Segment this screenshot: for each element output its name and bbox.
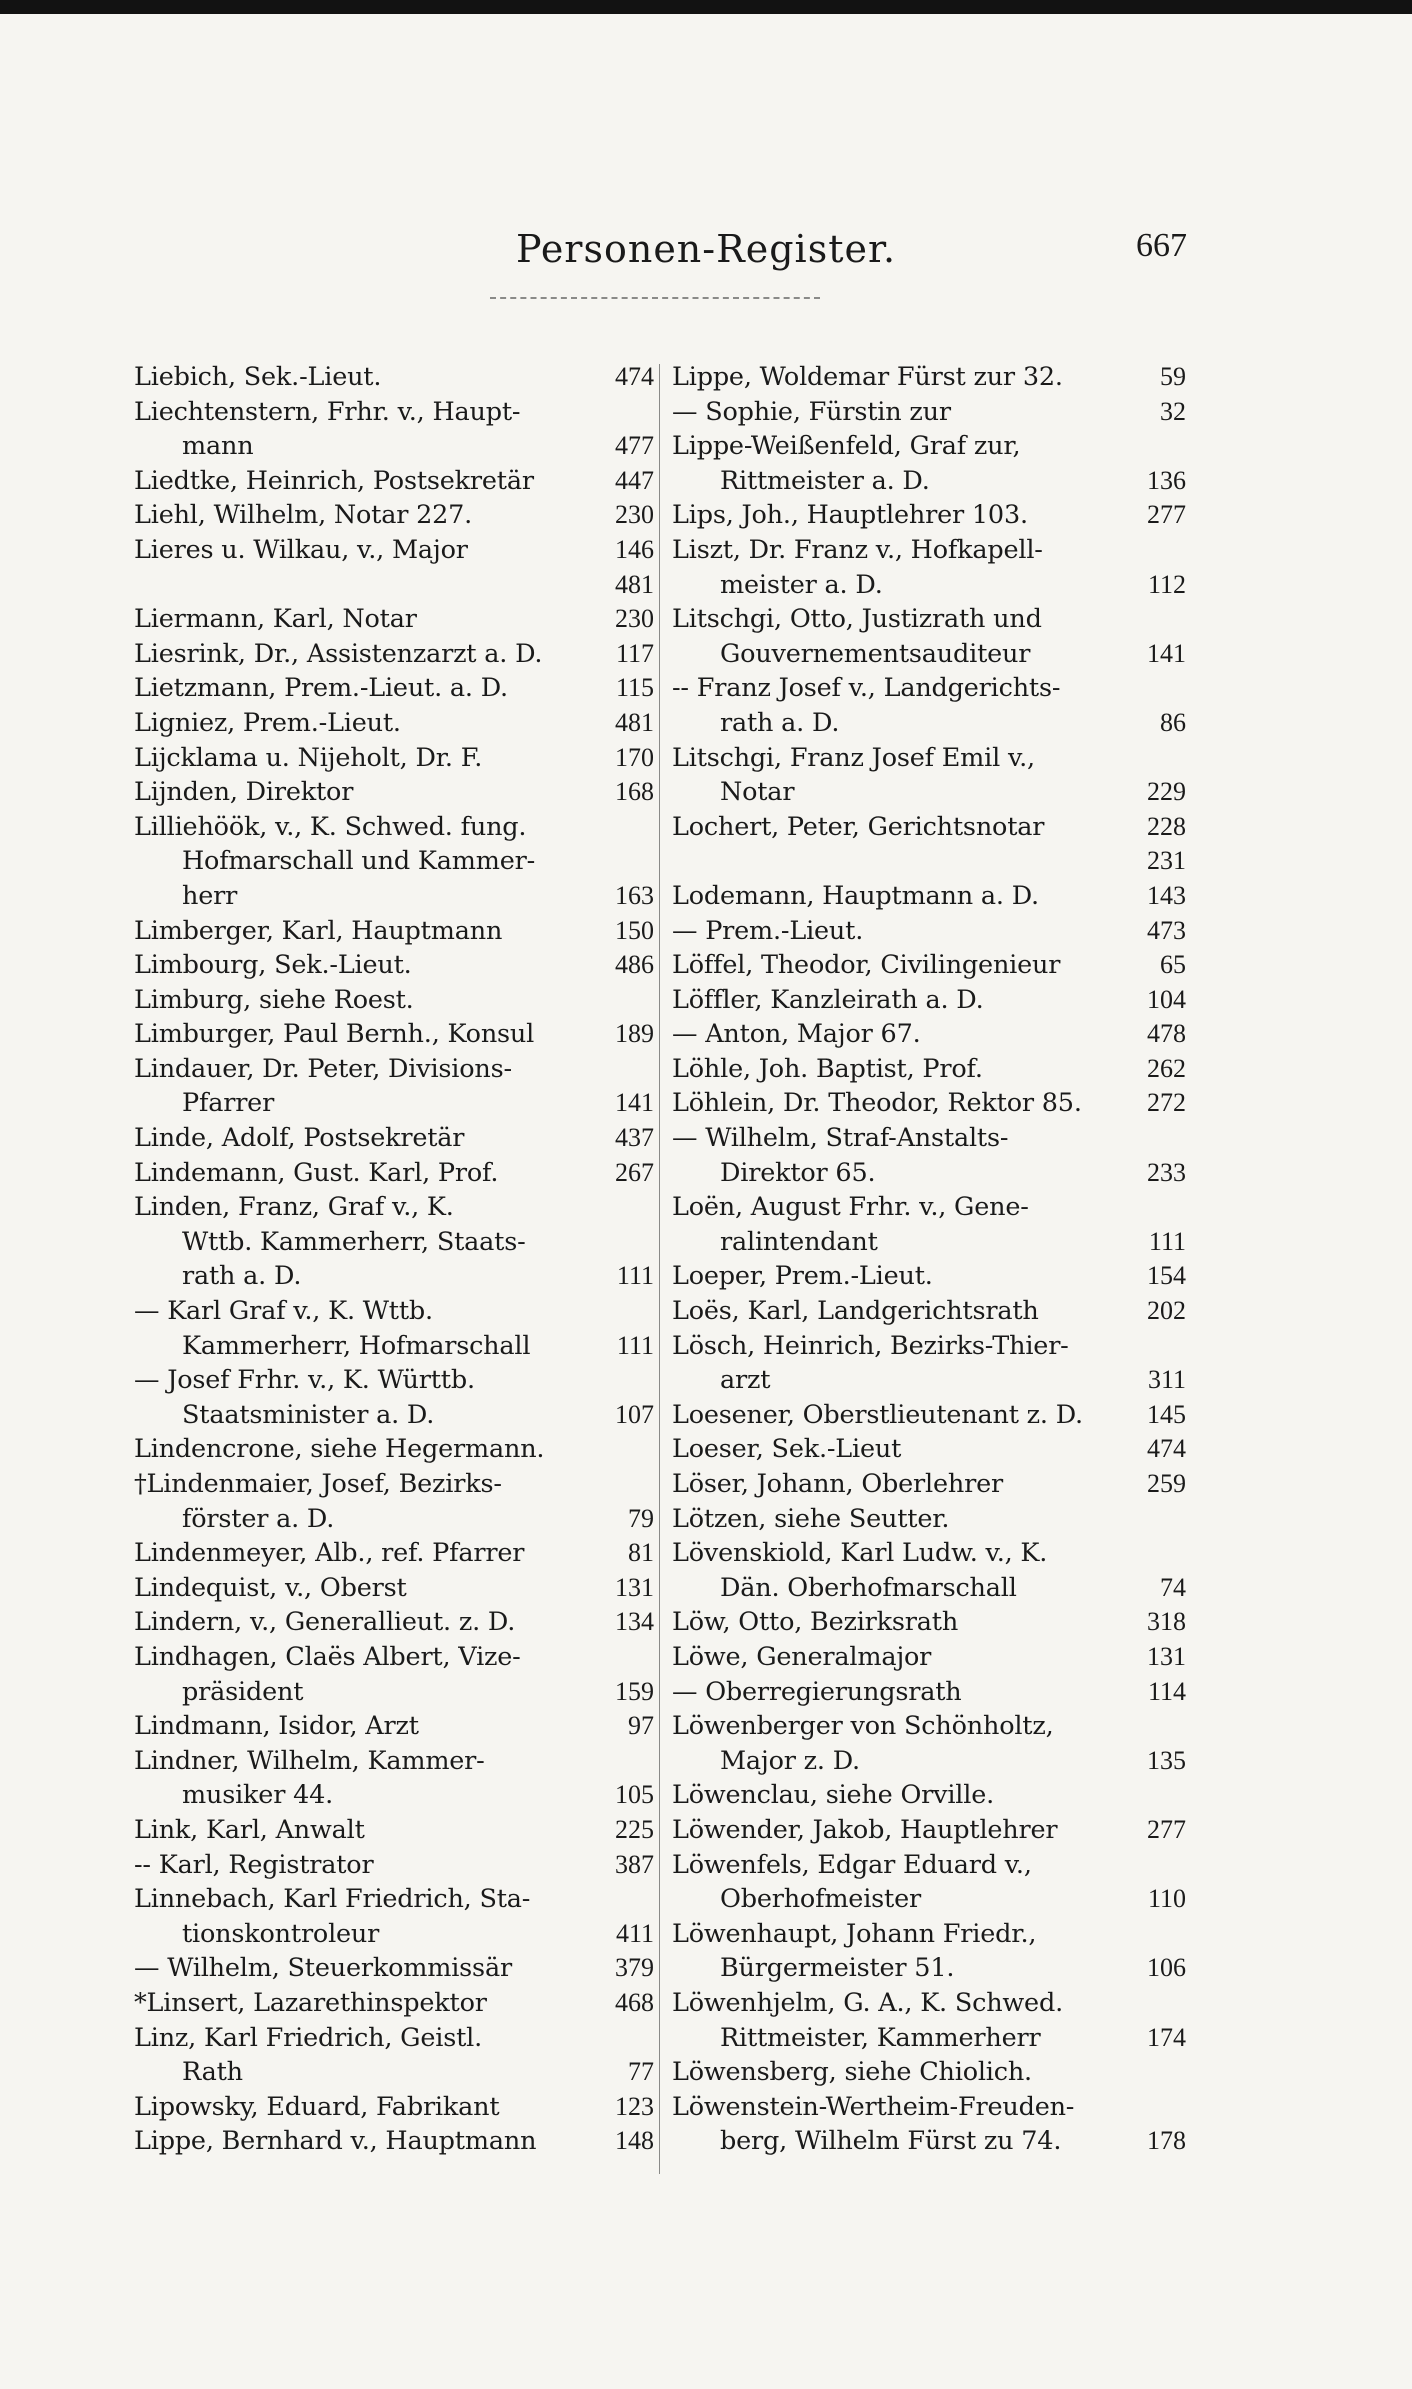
index-entry xyxy=(134,775,654,810)
entry-name: Lijnden, Direktor xyxy=(134,777,354,808)
entry-name: Lieres u. Wilkau, v., Major xyxy=(134,534,468,565)
entry-page-ref: 117 xyxy=(615,638,654,668)
index-entry xyxy=(672,1398,1186,1433)
index-entry xyxy=(672,602,1186,637)
index-entry xyxy=(134,1398,654,1433)
index-entry xyxy=(134,360,654,395)
entry-page-ref: 107 xyxy=(615,1399,654,1429)
index-entry xyxy=(134,1882,654,1917)
index-entry xyxy=(134,1432,654,1467)
entry-name: Liesrink, Dr., Assistenzarzt a. D. xyxy=(134,638,543,669)
entry-name: Löwenhaupt, Johann Friedr., xyxy=(672,1918,1037,1949)
entry-page-ref: 134 xyxy=(615,1607,654,1637)
index-entry xyxy=(672,1848,1186,1883)
entry-name: Rittmeister a. D. xyxy=(720,465,930,496)
entry-page-ref: 81 xyxy=(628,1538,654,1568)
entry-page-ref: 481 xyxy=(615,707,654,737)
index-entry xyxy=(134,1778,654,1813)
index-entry xyxy=(134,602,654,637)
index-entry xyxy=(672,879,1186,914)
index-entry xyxy=(134,1986,654,2021)
entry-name: förster a. D. xyxy=(182,1503,335,1534)
index-entry xyxy=(134,1709,654,1744)
index-entry xyxy=(134,1121,654,1156)
index-entry xyxy=(672,1882,1186,1917)
entry-page-ref: 272 xyxy=(1147,1088,1186,1118)
entry-page-ref: 379 xyxy=(615,1953,654,1983)
entry-name: Gouvernementsauditeur xyxy=(720,638,1031,669)
index-entry xyxy=(134,2021,654,2056)
index-entry xyxy=(672,1813,1186,1848)
index-entry xyxy=(672,948,1186,983)
entry-page-ref: 86 xyxy=(1160,707,1186,737)
index-entry xyxy=(134,1848,654,1883)
entry-page-ref: 77 xyxy=(628,2057,654,2087)
entry-page-ref: 170 xyxy=(615,742,654,772)
index-entry xyxy=(672,1467,1186,1502)
index-entry xyxy=(134,2055,654,2090)
entry-page-ref: 225 xyxy=(615,1814,654,1844)
entry-name: -- Franz Josef v., Landgerichts- xyxy=(672,673,1061,704)
index-entry xyxy=(134,948,654,983)
index-entry xyxy=(672,2055,1186,2090)
entry-name: Lindenmeyer, Alb., ref. Pfarrer xyxy=(134,1538,525,1569)
index-entry xyxy=(134,1259,654,1294)
page-title: Personen-Register. xyxy=(515,227,897,271)
entry-name: Liermann, Karl, Notar xyxy=(134,604,417,635)
index-entry xyxy=(672,360,1186,395)
entry-name: Lövenskiold, Karl Ludw. v., K. xyxy=(672,1538,1048,1569)
entry-name: Linde, Adolf, Postsekretär xyxy=(134,1123,465,1154)
index-entry xyxy=(134,1502,654,1537)
right-column xyxy=(672,360,1186,2159)
entry-name: Kammerherr, Hofmarschall xyxy=(182,1330,531,1361)
index-entry xyxy=(134,1951,654,1986)
index-entry xyxy=(672,637,1186,672)
entry-page-ref: 110 xyxy=(1147,1884,1186,1914)
entry-name: herr xyxy=(182,880,238,911)
entry-name: Loeser, Sek.-Lieut xyxy=(672,1434,902,1465)
index-entry xyxy=(134,741,654,776)
entry-page-ref: 112 xyxy=(1147,569,1186,599)
entry-page-ref: 259 xyxy=(1147,1469,1186,1498)
entry-page-ref: 189 xyxy=(615,1019,654,1049)
entry-name: Lippe-Weißenfeld, Graf zur, xyxy=(672,431,1021,462)
entry-page-ref: 135 xyxy=(1147,1745,1186,1775)
entry-name: Wttb. Kammerherr, Staats- xyxy=(182,1226,526,1257)
entry-page-ref: 105 xyxy=(615,1780,654,1810)
index-entry xyxy=(134,2124,654,2159)
entry-page-ref: 202 xyxy=(1147,1296,1186,1326)
document-page xyxy=(0,14,1412,2389)
index-entry xyxy=(672,1294,1186,1329)
index-entry xyxy=(672,775,1186,810)
left-column xyxy=(134,360,654,2159)
entry-name: Limburg, siehe Roest. xyxy=(134,984,414,1015)
entry-name: -- Karl, Registrator xyxy=(134,1849,374,1880)
entry-page-ref: 111 xyxy=(1148,1226,1186,1256)
entry-name: Löwensberg, siehe Chiolich. xyxy=(672,2057,1032,2088)
index-entry xyxy=(672,1363,1186,1398)
entry-page-ref: 277 xyxy=(1147,500,1186,530)
index-entry xyxy=(672,1917,1186,1952)
index-entry xyxy=(672,464,1186,499)
entry-page-ref: 318 xyxy=(1147,1607,1186,1637)
entry-name: Löhlein, Dr. Theodor, Rektor 85. xyxy=(672,1088,1082,1119)
entry-page-ref: 230 xyxy=(615,500,654,530)
entry-page-ref: 447 xyxy=(615,465,654,495)
entry-name: Lindencrone, siehe Hegermann. xyxy=(134,1434,545,1465)
index-entry xyxy=(672,1502,1186,1537)
entry-page-ref: 229 xyxy=(1147,777,1186,807)
entry-name: Löw, Otto, Bezirksrath xyxy=(672,1607,959,1638)
entry-page-ref: 474 xyxy=(1147,1434,1186,1464)
entry-page-ref: 115 xyxy=(615,673,654,703)
index-entry xyxy=(672,1190,1186,1225)
entry-name: †Lindenmaier, Josef, Bezirks- xyxy=(134,1469,502,1499)
index-entry xyxy=(672,1052,1186,1087)
index-entry xyxy=(672,1259,1186,1294)
index-entry xyxy=(134,1225,654,1260)
entry-name: Loës, Karl, Landgerichtsrath xyxy=(672,1296,1039,1327)
entry-name: tionskontroleur xyxy=(182,1918,380,1949)
index-entry xyxy=(134,464,654,499)
entry-name: Major z. D. xyxy=(720,1745,860,1776)
entry-name: Lochert, Peter, Gerichtsnotar xyxy=(672,811,1045,842)
index-entry xyxy=(134,706,654,741)
entry-name: Direktor 65. xyxy=(720,1157,876,1188)
index-entry xyxy=(672,533,1186,568)
entry-name: Liehl, Wilhelm, Notar 227. xyxy=(134,500,473,531)
entry-name: Liebich, Sek.-Lieut. xyxy=(134,362,382,392)
entry-name: Löwender, Jakob, Hauptlehrer xyxy=(672,1814,1058,1845)
entry-name: rath a. D. xyxy=(182,1261,302,1292)
entry-name: Staatsminister a. D. xyxy=(182,1399,435,1430)
entry-name: Lindner, Wilhelm, Kammer- xyxy=(134,1745,485,1776)
index-entry xyxy=(672,844,1186,879)
index-entry xyxy=(134,1813,654,1848)
entry-page-ref: 168 xyxy=(615,777,654,807)
entry-page-ref: 481 xyxy=(615,569,654,599)
entry-name: Lindequist, v., Oberst xyxy=(134,1572,407,1603)
entry-page-ref: 150 xyxy=(615,915,654,945)
entry-name: Pfarrer xyxy=(182,1088,275,1119)
entry-name: Loën, August Frhr. v., Gene- xyxy=(672,1192,1029,1223)
entry-page-ref: 411 xyxy=(615,1918,654,1948)
entry-name: — Karl Graf v., K. Wttb. xyxy=(134,1296,433,1327)
entry-name: — Anton, Major 67. xyxy=(672,1019,921,1050)
entry-name: Lodemann, Hauptmann a. D. xyxy=(672,880,1039,911)
index-entry xyxy=(672,1675,1186,1710)
entry-name: Löwenclau, siehe Orville. xyxy=(672,1780,995,1811)
entry-name: Löser, Johann, Oberlehrer xyxy=(672,1469,1003,1499)
entry-name: Limberger, Karl, Hauptmann xyxy=(134,915,503,946)
index-entry xyxy=(672,498,1186,533)
index-entry xyxy=(134,1190,654,1225)
index-entry xyxy=(672,1778,1186,1813)
index-entry xyxy=(672,2021,1186,2056)
entry-name: Lindhagen, Claës Albert, Vize- xyxy=(134,1641,521,1672)
index-entry xyxy=(672,1121,1186,1156)
index-entry xyxy=(672,1225,1186,1260)
entry-name: — Oberregierungsrath xyxy=(672,1676,962,1707)
entry-page-ref: 174 xyxy=(1147,2022,1186,2052)
entry-name: Linnebach, Karl Friedrich, Sta- xyxy=(134,1884,531,1915)
entry-name: — Wilhelm, Steuerkommissär xyxy=(134,1953,512,1984)
entry-name: Lindemann, Gust. Karl, Prof. xyxy=(134,1157,499,1188)
index-entry xyxy=(672,706,1186,741)
entry-name: Linden, Franz, Graf v., K. xyxy=(134,1192,454,1223)
entry-page-ref: 228 xyxy=(1147,811,1186,841)
index-entry xyxy=(672,1709,1186,1744)
entry-name: Lösch, Heinrich, Bezirks-Thier- xyxy=(672,1330,1069,1361)
entry-name: Löffel, Theodor, Civilingenieur xyxy=(672,950,1061,981)
index-entry xyxy=(134,1329,654,1364)
entry-name: rath a. D. xyxy=(720,707,840,738)
entry-name: Lijcklama u. Nijeholt, Dr. F. xyxy=(134,742,483,773)
entry-name: Litschgi, Otto, Justizrath und xyxy=(672,604,1042,635)
entry-name: Litschgi, Franz Josef Emil v., xyxy=(672,742,1035,773)
index-entry xyxy=(134,1536,654,1571)
index-entry xyxy=(134,1917,654,1952)
entry-page-ref: 267 xyxy=(615,1157,654,1187)
entry-page-ref: 311 xyxy=(1147,1365,1186,1395)
entry-page-ref: 231 xyxy=(1147,846,1186,876)
index-entry xyxy=(672,671,1186,706)
entry-name: Liszt, Dr. Franz v., Hofkapell- xyxy=(672,534,1043,565)
index-entry xyxy=(134,533,654,568)
entry-page-ref: 277 xyxy=(1147,1814,1186,1844)
index-entry xyxy=(672,914,1186,949)
entry-name: berg, Wilhelm Fürst zu 74. xyxy=(720,2126,1062,2157)
entry-name: Linz, Karl Friedrich, Geistl. xyxy=(134,2022,482,2053)
index-entry xyxy=(134,983,654,1018)
index-entry xyxy=(672,1156,1186,1191)
entry-name: Rittmeister, Kammerherr xyxy=(720,2022,1041,2053)
index-entry xyxy=(134,1605,654,1640)
entry-page-ref: 478 xyxy=(1147,1019,1186,1049)
entry-page-ref: 131 xyxy=(1147,1641,1186,1671)
column-divider xyxy=(659,364,660,2174)
entry-name: Loeper, Prem.-Lieut. xyxy=(672,1261,933,1292)
index-entry xyxy=(672,1536,1186,1571)
index-entry xyxy=(672,2090,1186,2125)
index-entry xyxy=(672,395,1186,430)
entry-page-ref: 59 xyxy=(1160,362,1186,391)
entry-name: Löwenfels, Edgar Eduard v., xyxy=(672,1849,1032,1880)
index-entry xyxy=(672,2124,1186,2159)
index-entry xyxy=(134,1017,654,1052)
entry-page-ref: 74 xyxy=(1160,1572,1186,1602)
index-entry xyxy=(134,1571,654,1606)
index-entry xyxy=(134,879,654,914)
entry-name: Loesener, Oberstlieutenant z. D. xyxy=(672,1399,1083,1430)
entry-name: Löwenhjelm, G. A., K. Schwed. xyxy=(672,1987,1063,2018)
entry-name: Notar xyxy=(720,777,795,808)
index-entry xyxy=(134,1640,654,1675)
index-entry xyxy=(672,1329,1186,1364)
index-entry xyxy=(672,1017,1186,1052)
entry-name: — Prem.-Lieut. xyxy=(672,915,864,946)
entry-name: Lindauer, Dr. Peter, Divisions- xyxy=(134,1053,512,1084)
entry-name: meister a. D. xyxy=(720,569,883,600)
entry-name: Ligniez, Prem.-Lieut. xyxy=(134,707,401,738)
entry-page-ref: 473 xyxy=(1147,915,1186,945)
entry-page-ref: 148 xyxy=(615,2126,654,2156)
entry-page-ref: 154 xyxy=(1147,1261,1186,1291)
index-entry xyxy=(672,1986,1186,2021)
entry-name: Löwenberger von Schönholtz, xyxy=(672,1711,1054,1742)
entry-page-ref: 163 xyxy=(615,880,654,910)
entry-page-ref: 468 xyxy=(615,1987,654,2017)
entry-name: — Josef Frhr. v., K. Württb. xyxy=(134,1365,475,1396)
entry-page-ref: 65 xyxy=(1160,950,1186,980)
entry-page-ref: 178 xyxy=(1147,2126,1186,2156)
index-entry xyxy=(134,1363,654,1398)
index-entry xyxy=(134,429,654,464)
entry-name: Lippe, Woldemar Fürst zur 32. xyxy=(672,362,1063,392)
index-entry xyxy=(672,568,1186,603)
entry-name: Lips, Joh., Hauptlehrer 103. xyxy=(672,500,1028,531)
index-entry xyxy=(134,914,654,949)
entry-page-ref: 486 xyxy=(615,950,654,980)
index-entry xyxy=(134,1086,654,1121)
entry-name: Liechtenstern, Frhr. v., Haupt- xyxy=(134,396,521,427)
entry-name: musiker 44. xyxy=(182,1780,334,1811)
entry-page-ref: 474 xyxy=(615,362,654,391)
entry-page-ref: 123 xyxy=(615,2091,654,2121)
entry-page-ref: 114 xyxy=(1147,1676,1186,1706)
entry-page-ref: 79 xyxy=(628,1503,654,1533)
entry-name: Dän. Oberhofmarschall xyxy=(720,1572,1017,1603)
entry-name: arzt xyxy=(720,1365,771,1396)
index-entry xyxy=(672,1640,1186,1675)
index-entry xyxy=(134,637,654,672)
entry-name: Löhle, Joh. Baptist, Prof. xyxy=(672,1053,983,1084)
index-entry xyxy=(134,1744,654,1779)
entry-name: ralintendant xyxy=(720,1226,878,1257)
entry-name: Löwenstein-Wertheim-Freuden- xyxy=(672,2091,1075,2122)
entry-name: Lippe, Bernhard v., Hauptmann xyxy=(134,2126,537,2157)
entry-page-ref: 131 xyxy=(615,1572,654,1602)
index-entry xyxy=(134,1467,654,1502)
entry-page-ref: 437 xyxy=(615,1123,654,1153)
entry-name: Lilliehöök, v., K. Schwed. fung. xyxy=(134,811,527,842)
index-entry xyxy=(134,568,654,603)
entry-name: Lindern, v., Generallieut. z. D. xyxy=(134,1607,516,1638)
entry-name: Hofmarschall und Kammer- xyxy=(182,846,535,877)
entry-page-ref: 387 xyxy=(615,1849,654,1879)
entry-page-ref: 141 xyxy=(1147,638,1186,668)
scan-top-edge xyxy=(0,0,1412,14)
entry-name: mann xyxy=(182,431,254,462)
entry-page-ref: 106 xyxy=(1147,1953,1186,1983)
entry-page-ref: 104 xyxy=(1147,984,1186,1014)
index-entry xyxy=(134,1675,654,1710)
entry-page-ref: 97 xyxy=(628,1711,654,1741)
index-entry xyxy=(134,498,654,533)
entry-name: Liedtke, Heinrich, Postsekretär xyxy=(134,465,534,496)
entry-page-ref: 111 xyxy=(616,1330,654,1360)
index-entry xyxy=(672,741,1186,776)
entry-name: Limbourg, Sek.-Lieut. xyxy=(134,950,412,981)
index-entry xyxy=(134,395,654,430)
entry-name: — Sophie, Fürstin zur xyxy=(672,396,951,427)
entry-page-ref: 159 xyxy=(615,1676,654,1706)
entry-name: Löwe, Generalmajor xyxy=(672,1641,932,1672)
index-entry xyxy=(134,810,654,845)
index-entry xyxy=(672,1432,1186,1467)
index-entry xyxy=(134,671,654,706)
index-entry xyxy=(134,1294,654,1329)
entry-name: Bürgermeister 51. xyxy=(720,1953,955,1984)
index-entry xyxy=(672,1571,1186,1606)
page-number: 667 xyxy=(1136,227,1187,264)
entry-page-ref: 233 xyxy=(1147,1157,1186,1187)
entry-page-ref: 477 xyxy=(615,431,654,461)
index-entry xyxy=(672,429,1186,464)
index-entry xyxy=(672,1086,1186,1121)
entry-name: Lötzen, siehe Seutter. xyxy=(672,1503,950,1534)
entry-name: Lindmann, Isidor, Arzt xyxy=(134,1711,419,1742)
index-entry xyxy=(672,1744,1186,1779)
entry-page-ref: 230 xyxy=(615,604,654,634)
entry-name: Limburger, Paul Bernh., Konsul xyxy=(134,1019,535,1050)
entry-page-ref: 136 xyxy=(1147,465,1186,495)
entry-name: Lietzmann, Prem.-Lieut. a. D. xyxy=(134,673,508,704)
entry-page-ref: 141 xyxy=(615,1088,654,1118)
index-entry xyxy=(672,810,1186,845)
entry-name: Oberhofmeister xyxy=(720,1884,921,1915)
entry-page-ref: 145 xyxy=(1147,1399,1186,1429)
entry-name: — Wilhelm, Straf-Anstalts- xyxy=(672,1123,1009,1154)
header-rule xyxy=(490,297,820,299)
index-entry xyxy=(672,1605,1186,1640)
entry-page-ref: 111 xyxy=(616,1261,654,1291)
entry-page-ref: 143 xyxy=(1147,880,1186,910)
index-entry xyxy=(672,983,1186,1018)
entry-page-ref: 262 xyxy=(1147,1053,1186,1083)
entry-name: *Linsert, Lazarethinspektor xyxy=(134,1987,487,2018)
index-entry xyxy=(134,2090,654,2125)
entry-name: Link, Karl, Anwalt xyxy=(134,1814,365,1845)
index-entry xyxy=(134,1156,654,1191)
entry-name: präsident xyxy=(182,1676,304,1707)
entry-page-ref: 32 xyxy=(1160,396,1186,426)
entry-page-ref: 146 xyxy=(615,534,654,564)
index-entry xyxy=(134,1052,654,1087)
index-entry xyxy=(134,844,654,879)
entry-name: Löffler, Kanzleirath a. D. xyxy=(672,984,984,1015)
entry-name: Lipowsky, Eduard, Fabrikant xyxy=(134,2091,500,2122)
entry-name: Rath xyxy=(182,2057,243,2088)
index-entry xyxy=(672,1951,1186,1986)
